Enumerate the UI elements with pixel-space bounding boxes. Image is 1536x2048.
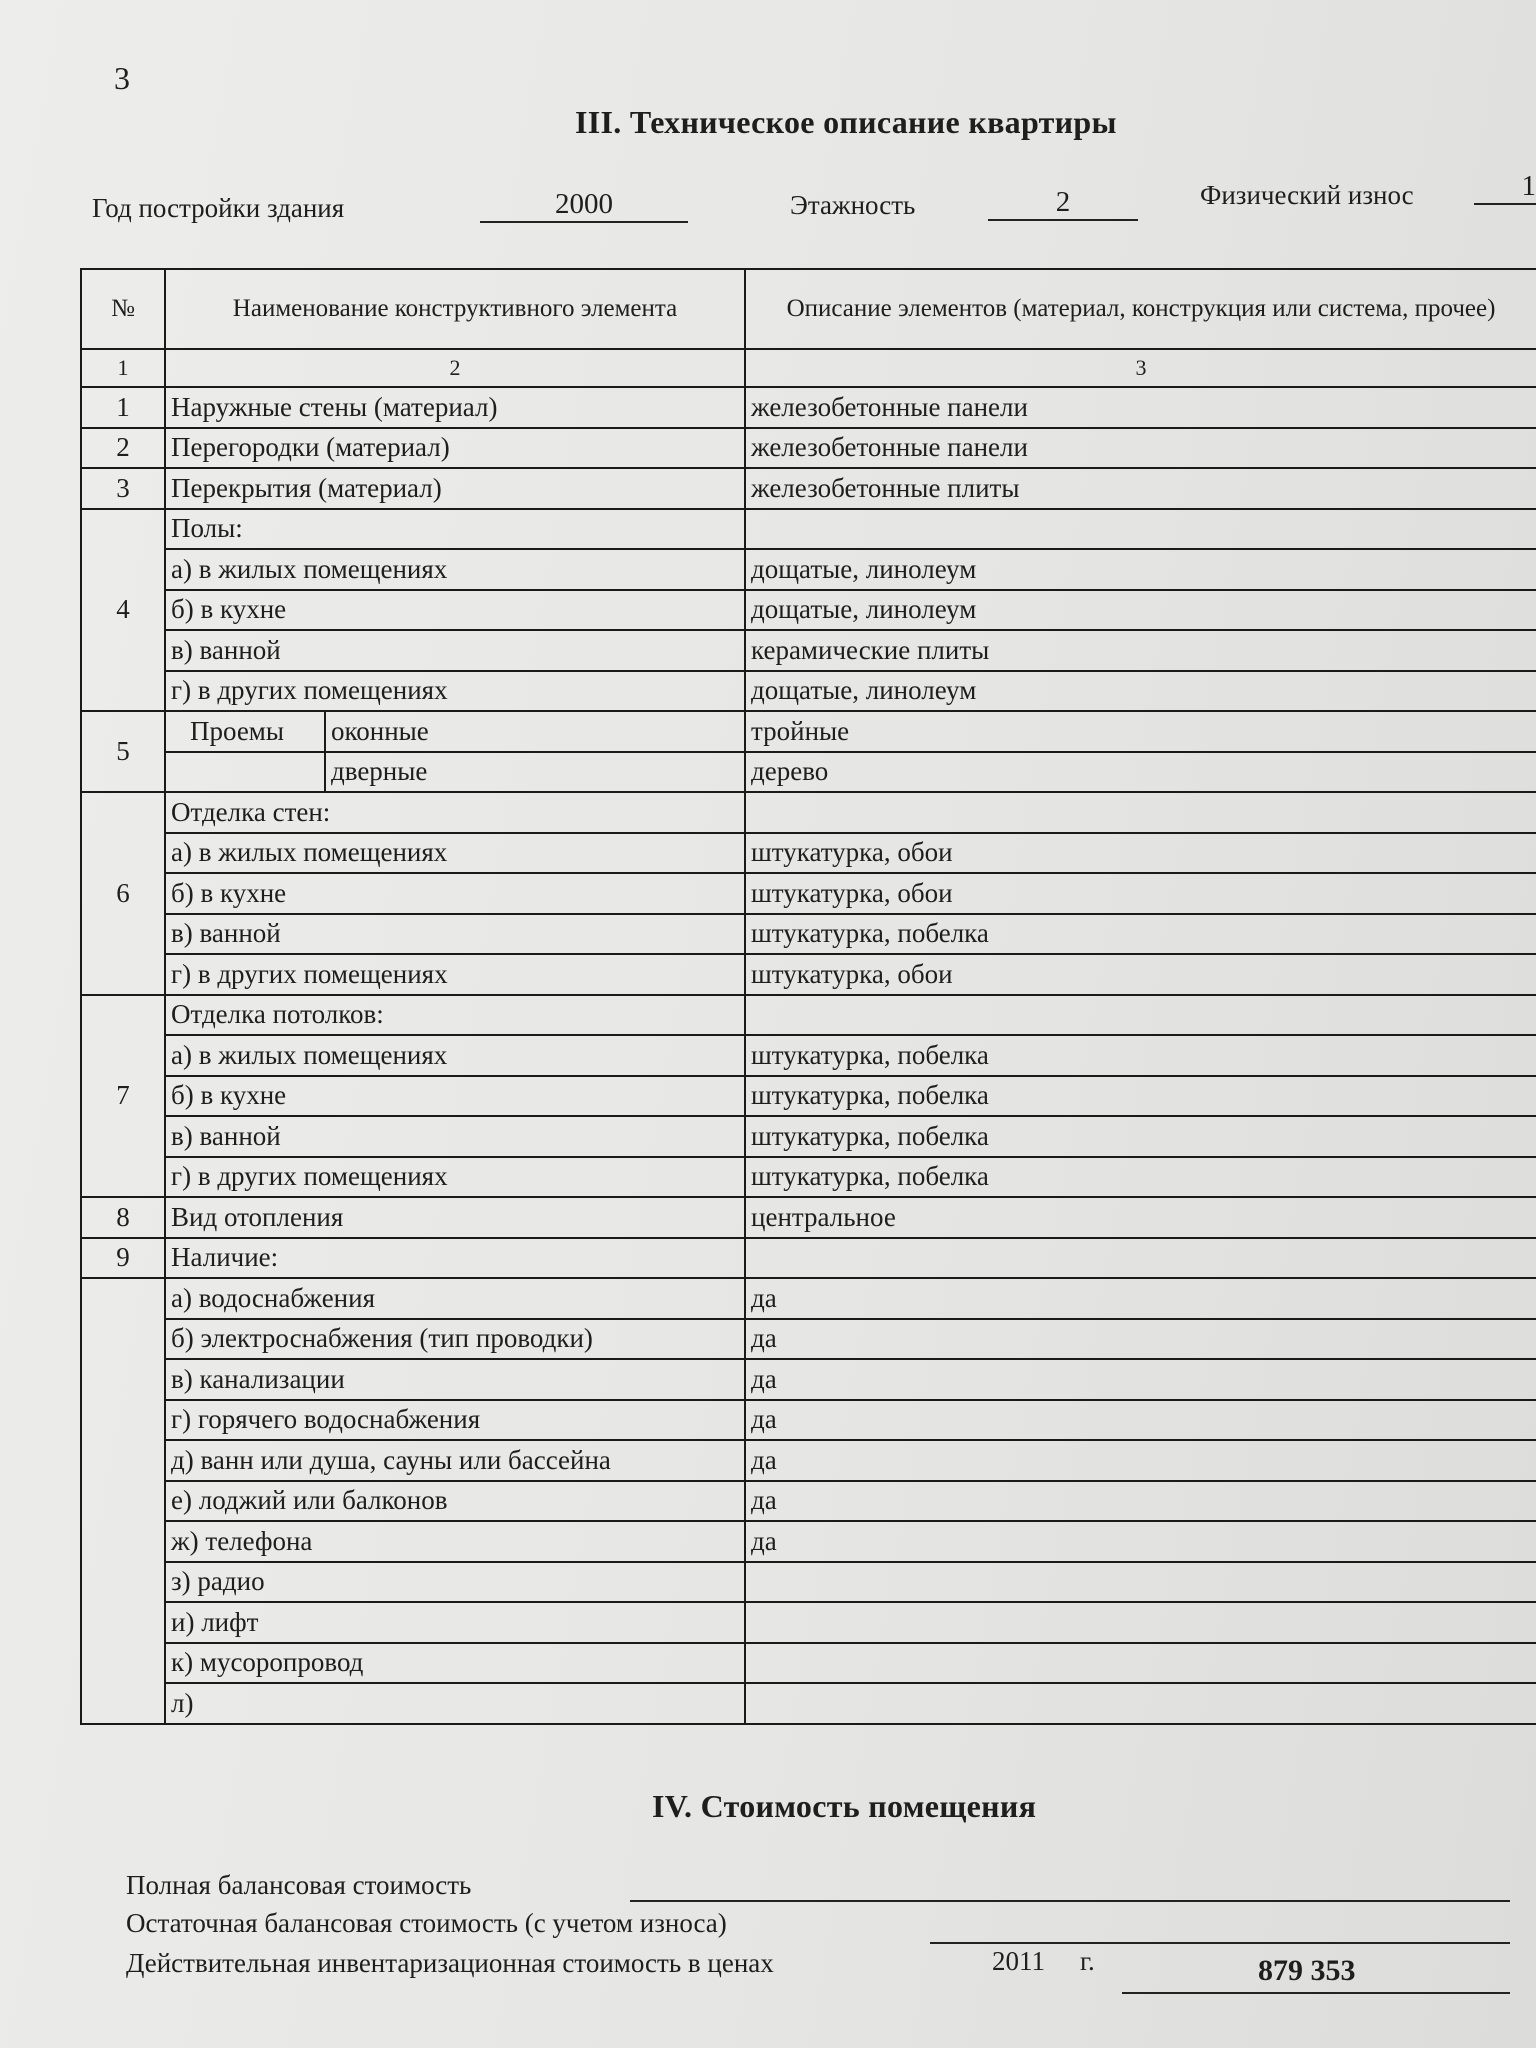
- empty-cell: [165, 752, 325, 793]
- row-element-name: г) горячего водоснабжения: [165, 1400, 745, 1441]
- row-element-name: к) мусоропровод: [165, 1643, 745, 1684]
- row-element-description: штукатурка, побелка: [745, 1076, 1536, 1117]
- table-row: [81, 1683, 1536, 1724]
- table-header-row: [81, 269, 1536, 349]
- row-element-description: дощатые, линолеум: [745, 549, 1536, 590]
- row-number: 7: [81, 995, 165, 1198]
- technical-description-table: [80, 268, 1536, 1725]
- row-element-name: а) водоснабжения: [165, 1278, 745, 1319]
- row-element-name: а) в жилых помещениях: [165, 1035, 745, 1076]
- row-number: 8: [81, 1197, 165, 1238]
- table-row: [81, 590, 1536, 631]
- row-element-name: б) в кухне: [165, 590, 745, 631]
- row-element-description: [745, 1643, 1536, 1684]
- row-number: 9: [81, 1238, 165, 1279]
- row-element-name: в) канализации: [165, 1359, 745, 1400]
- row-element-name: и) лифт: [165, 1602, 745, 1643]
- table-row: [81, 1278, 1536, 1319]
- row-element-description: керамические плиты: [745, 630, 1536, 671]
- full-balance-cost-label: Полная балансовая стоимость: [126, 1870, 472, 1900]
- row-element-name: б) в кухне: [165, 873, 745, 914]
- table-index-row: [81, 349, 1536, 387]
- row-element-description: штукатурка, обои: [745, 833, 1536, 874]
- physical-wear-label: Физический износ: [1200, 180, 1414, 210]
- row-element-description: [745, 792, 1536, 833]
- group-title-floors: Полы:: [165, 509, 745, 550]
- row-element-name: г) в других помещениях: [165, 671, 745, 712]
- row-number: 1: [81, 387, 165, 428]
- table-row: [81, 1076, 1536, 1117]
- table-row: [81, 630, 1536, 671]
- row-element-description: штукатурка, побелка: [745, 1157, 1536, 1198]
- table-row: [81, 792, 1536, 833]
- row-element-description: железобетонные плиты: [745, 468, 1536, 509]
- row-element-name: а) в жилых помещениях: [165, 549, 745, 590]
- table-row: [81, 1481, 1536, 1522]
- row-element-name: а) в жилых помещениях: [165, 833, 745, 874]
- table-row: [81, 1400, 1536, 1441]
- row-element-name: л): [165, 1683, 745, 1724]
- residual-balance-cost-line: [930, 1942, 1510, 1944]
- row-element-description: да: [745, 1400, 1536, 1441]
- row-element-name: Перекрытия (материал): [165, 468, 745, 509]
- column-index-3: 3: [745, 349, 1536, 387]
- section-3-title: III. Техническое описание квартиры: [575, 104, 1117, 140]
- row-element-description: [745, 1238, 1536, 1279]
- column-index-2: 2: [165, 349, 745, 387]
- row-number: 4: [81, 509, 165, 712]
- table-row: [81, 752, 1536, 793]
- row-element-name: з) радио: [165, 1562, 745, 1603]
- table-row: [81, 468, 1536, 509]
- table-row: [81, 1643, 1536, 1684]
- floors-label: Этажность: [790, 190, 916, 220]
- row-element-description: штукатурка, побелка: [745, 1116, 1536, 1157]
- empty-number-cell: [81, 1278, 165, 1724]
- row-element-description: штукатурка, побелка: [745, 1035, 1536, 1076]
- year-built-value: 2000: [480, 188, 688, 223]
- row-element-description: да: [745, 1521, 1536, 1562]
- table-row: [81, 1359, 1536, 1400]
- row-element-description: да: [745, 1319, 1536, 1360]
- table-row: [81, 873, 1536, 914]
- page-number: 3: [114, 60, 130, 96]
- row-element-description: дерево: [745, 752, 1536, 793]
- row-element-description: дощатые, линолеум: [745, 671, 1536, 712]
- row-element-description: [745, 995, 1536, 1036]
- row-element-description: штукатурка, побелка: [745, 914, 1536, 955]
- full-balance-cost-line: [630, 1900, 1510, 1902]
- column-index-1: 1: [81, 349, 165, 387]
- row-number: 3: [81, 468, 165, 509]
- table-row: [81, 549, 1536, 590]
- table-row: [81, 1319, 1536, 1360]
- header-element-description: Описание элементов (материал, конструкция или система, прочее): [745, 269, 1536, 349]
- row-element-description: центральное: [745, 1197, 1536, 1238]
- row-element-description: да: [745, 1440, 1536, 1481]
- table-row: [81, 1035, 1536, 1076]
- table-row: [81, 1197, 1536, 1238]
- row-element-description: [745, 1602, 1536, 1643]
- inventory-cost-year: 2011: [992, 1946, 1045, 1976]
- row-element-description: тройные: [745, 711, 1536, 752]
- row-element-name: г) в других помещениях: [165, 1157, 745, 1198]
- row-element-name: в) ванной: [165, 630, 745, 671]
- row-element-description: да: [745, 1359, 1536, 1400]
- row-element-description: железобетонные панели: [745, 387, 1536, 428]
- table-row: [81, 954, 1536, 995]
- table-row: [81, 1562, 1536, 1603]
- inventory-cost-year-suffix: г.: [1080, 1946, 1095, 1976]
- row-element-name: ж) телефона: [165, 1521, 745, 1562]
- row-element-description: да: [745, 1481, 1536, 1522]
- table-row: [81, 671, 1536, 712]
- inventory-cost-value: 879 353: [1258, 1954, 1356, 1987]
- physical-wear-value: 1: [1474, 170, 1536, 205]
- table-row: [81, 509, 1536, 550]
- floors-value: 2: [988, 186, 1138, 221]
- table-row: [81, 1440, 1536, 1481]
- inventory-cost-label: Действительная инвентаризационная стоимость в ценах: [126, 1948, 774, 1978]
- row-element-description: да: [745, 1278, 1536, 1319]
- header-number: №: [81, 269, 165, 349]
- table-row: [81, 995, 1536, 1036]
- table-row: [81, 1521, 1536, 1562]
- residual-balance-cost-label: Остаточная балансовая стоимость (с учетом износа): [126, 1908, 727, 1938]
- table-row: [81, 711, 1536, 752]
- row-element-name: оконные: [325, 711, 745, 752]
- year-built-label: Год постройки здания: [92, 193, 345, 223]
- table-row: [81, 914, 1536, 955]
- row-element-name: в) ванной: [165, 1116, 745, 1157]
- row-element-description: [745, 509, 1536, 550]
- group-title-openings: Проемы: [165, 711, 325, 752]
- row-element-description: железобетонные панели: [745, 428, 1536, 469]
- table-row: [81, 387, 1536, 428]
- row-number: 6: [81, 792, 165, 995]
- row-element-description: штукатурка, обои: [745, 954, 1536, 995]
- row-element-name: Вид отопления: [165, 1197, 745, 1238]
- row-element-description: [745, 1562, 1536, 1603]
- table-row: [81, 428, 1536, 469]
- row-element-name: г) в других помещениях: [165, 954, 745, 995]
- group-title-walls: Отделка стен:: [165, 792, 745, 833]
- row-element-name: б) в кухне: [165, 1076, 745, 1117]
- row-element-name: б) электроснабжения (тип проводки): [165, 1319, 745, 1360]
- table-row: [81, 1238, 1536, 1279]
- row-element-description: штукатурка, обои: [745, 873, 1536, 914]
- table-row: [81, 1116, 1536, 1157]
- row-element-name: в) ванной: [165, 914, 745, 955]
- row-element-description: [745, 1683, 1536, 1724]
- row-number: 2: [81, 428, 165, 469]
- header-element-name: Наименование конструктивного элемента: [165, 269, 745, 349]
- row-number: 5: [81, 711, 165, 792]
- table-row: [81, 1602, 1536, 1643]
- row-element-name: дверные: [325, 752, 745, 793]
- group-title-presence: Наличие:: [165, 1238, 745, 1279]
- inventory-cost-line: [1122, 1992, 1510, 1994]
- row-element-name: Наружные стены (материал): [165, 387, 745, 428]
- row-element-name: Перегородки (материал): [165, 428, 745, 469]
- table-row: [81, 833, 1536, 874]
- row-element-name: е) лоджий или балконов: [165, 1481, 745, 1522]
- row-element-description: дощатые, линолеум: [745, 590, 1536, 631]
- row-element-name: д) ванн или душа, сауны или бассейна: [165, 1440, 745, 1481]
- table-row: [81, 1157, 1536, 1198]
- section-4-title: IV. Стоимость помещения: [652, 1788, 1037, 1824]
- group-title-ceilings: Отделка потолков:: [165, 995, 745, 1036]
